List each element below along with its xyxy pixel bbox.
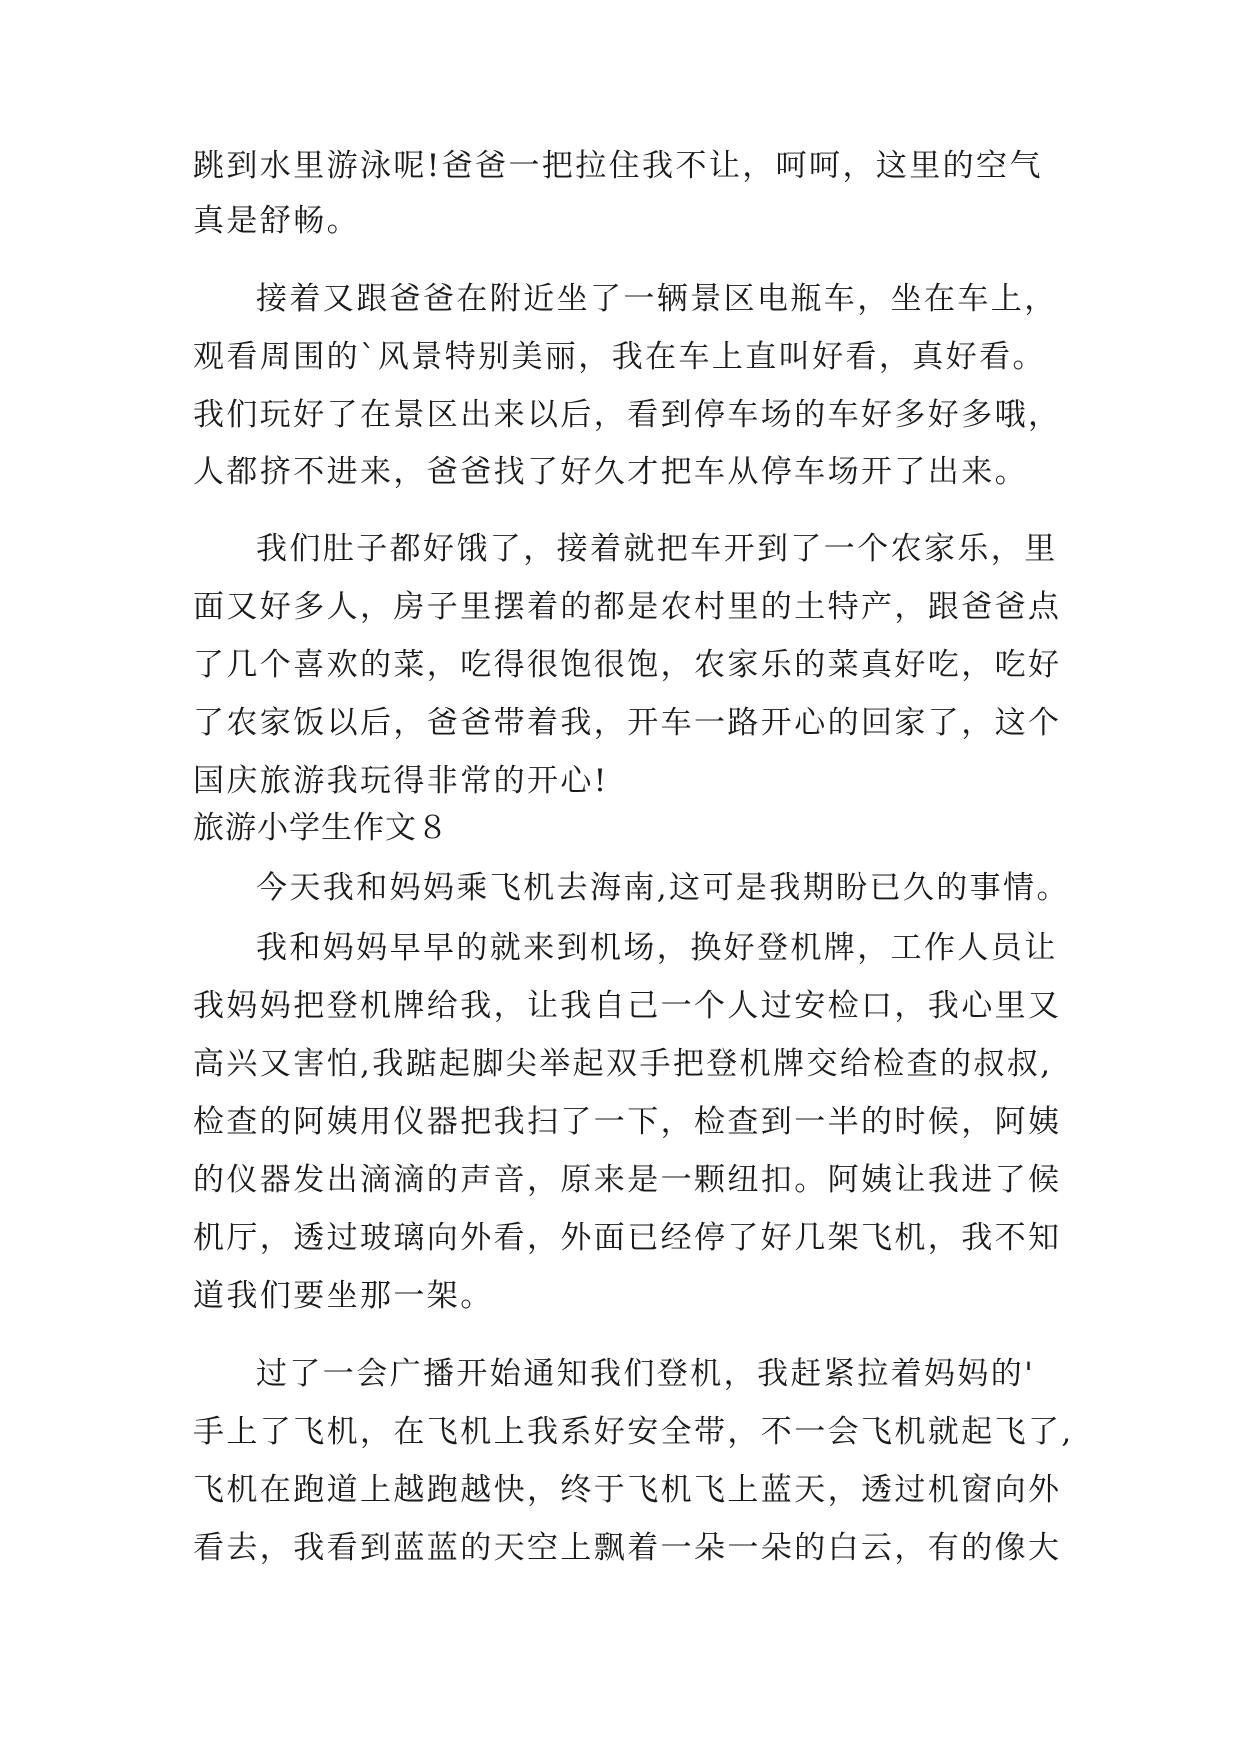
text-line: 我妈妈把登机牌给我，让我自己一个人过安检口，我心里又 <box>193 988 1062 1024</box>
text-line: 面又好多人，房子里摆着的都是农村里的土特产，跟爸爸点 <box>193 589 1062 625</box>
text-line: 国庆旅游我玩得非常的开心! <box>193 763 609 799</box>
text-line: 高兴又害怕,我踮起脚尖举起双手把登机牌交给检查的叔叔, <box>193 1046 1053 1082</box>
text-line: 道我们要坐那一架。 <box>193 1278 494 1314</box>
text-line: 了农家饭以后，爸爸带着我，开车一路开心的回家了，这个 <box>193 705 1062 741</box>
text-line: 了几个喜欢的菜，吃得很饱很饱，农家乐的菜真好吃，吃好 <box>193 647 1062 683</box>
text-line: 真是舒畅。 <box>193 203 360 239</box>
paragraph-first-line: 过了一会广播开始通知我们登机，我赶紧拉着妈妈的' <box>256 1356 1036 1392</box>
text-line: 看去，我看到蓝蓝的天空上飘着一朵一朵的白云，有的像大 <box>193 1530 1062 1566</box>
text-line: 观看周围的`风景特别美丽，我在车上直叫好看，真好看。 <box>193 339 1046 375</box>
section-heading: 旅游小学生作文８ <box>193 810 449 846</box>
text-line: 我们玩好了在景区出来以后，看到停车场的车好多好多哦， <box>193 397 1062 433</box>
paragraph-first-line: 今天我和妈妈乘飞机去海南,这可是我期盼已久的事情。 <box>256 870 1070 906</box>
text-line: 机厅，透过玻璃向外看，外面已经停了好几架飞机，我不知 <box>193 1220 1062 1256</box>
text-line: 检查的阿姨用仪器把我扫了一下，检查到一半的时候，阿姨 <box>193 1104 1062 1140</box>
text-line: 跳到水里游泳呢!爸爸一把拉住我不让，呵呵，这里的空气 <box>193 148 1043 184</box>
paragraph-first-line: 接着又跟爸爸在附近坐了一辆景区电瓶车，坐在车上， <box>256 281 1058 317</box>
text-line: 人都挤不进来，爸爸找了好久才把车从停车场开了出来。 <box>193 454 1028 490</box>
text-line: 飞机在跑道上越跑越快，终于飞机飞上蓝天，透过机窗向外 <box>193 1472 1062 1508</box>
paragraph-first-line: 我和妈妈早早的就来到机场，换好登机牌，工作人员让 <box>256 930 1058 966</box>
text-line: 手上了飞机，在飞机上我系好安全带，不一会飞机就起飞了, <box>193 1414 1074 1450</box>
text-line: 的仪器发出滴滴的声音，原来是一颗纽扣。阿姨让我进了候 <box>193 1162 1062 1198</box>
paragraph-first-line: 我们肚子都好饿了，接着就把车开到了一个农家乐，里 <box>256 531 1058 567</box>
